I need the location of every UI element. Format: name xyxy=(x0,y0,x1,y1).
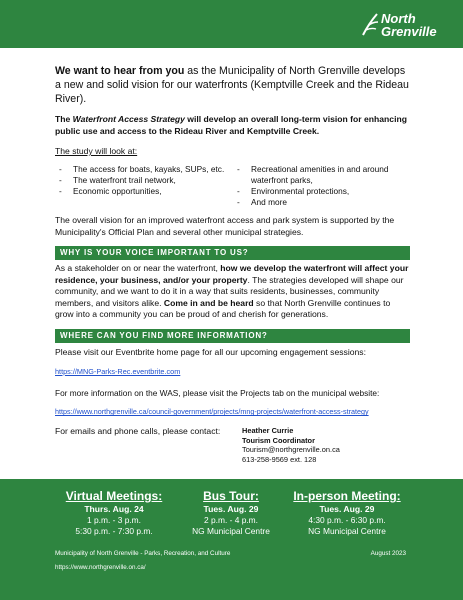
contact-phone: 613-258-9569 ext. 128 xyxy=(242,454,317,464)
eventbrite-link[interactable]: https://MNG-Parks-Rec.eventbrite.com xyxy=(55,367,181,376)
strategy-name: Waterfront Access Strategy xyxy=(72,114,185,124)
list-item: - Economic opportunities, xyxy=(55,186,233,197)
contact-name: Heather Currie xyxy=(242,426,294,435)
voice-text-2: . The strategies developed will shape our community, and we want to do it in a way that suits residents, businesses, community members, and visitors alike. xyxy=(55,274,404,308)
event-in-person-meeting xyxy=(288,489,406,537)
footer-organization: Municipality of North Grenville - Parks, Recreation, and Culture xyxy=(55,550,231,557)
strategy-prefix: The xyxy=(55,114,73,124)
projects-text: For more information on the WAS, please visit the Projects tab on the municipal website: xyxy=(55,388,380,398)
event-location: NG Municipal Centre xyxy=(308,526,386,536)
event-time: 5:30 p.m. - 7:30 p.m. xyxy=(75,526,153,536)
event-time: 4:30 p.m. - 6:30 p.m. xyxy=(308,515,386,525)
list-item: - The access for boats, kayaks, SUPs, etc. xyxy=(55,164,233,175)
study-list xyxy=(55,164,410,208)
tree-logo-icon xyxy=(359,11,381,37)
header-bar xyxy=(0,0,463,48)
strategy-text: will develop an overall long-term vision for enhancing public use and access to the Rideau River and Kemptville Creek. xyxy=(55,114,407,136)
event-location: NG Municipal Centre xyxy=(192,526,270,536)
contact-email[interactable]: Tourism@northgrenville.on.ca xyxy=(242,445,340,454)
event-date: Tues. Aug. 29 xyxy=(203,504,259,514)
voice-text-1: As a stakeholder on or near the waterfront, xyxy=(55,263,221,273)
voice-text-3: so that North Grenville continues to grow into a community you can be proud of and cherish for generations. xyxy=(55,297,391,319)
event-virtual-meetings xyxy=(58,489,170,537)
contact-text: For emails and phone calls, please contact: xyxy=(55,426,221,436)
logo-text-north: North xyxy=(381,11,416,26)
study-list-right xyxy=(233,164,403,208)
list-item: - And more xyxy=(233,197,403,208)
footer-website-link[interactable]: https://www.northgrenville.on.ca/ xyxy=(55,564,146,571)
voice-bold-2: Come in and be heard xyxy=(163,297,254,308)
event-bus-tour xyxy=(186,489,276,537)
voice-bold-1: how we develop the waterfront will affect your residence, your business, and/or your property xyxy=(55,263,409,285)
event-title: Virtual Meetings: xyxy=(65,489,163,503)
event-time: 1 p.m. - 3 p.m. xyxy=(87,515,141,525)
logo-text-grenville: Grenville xyxy=(381,24,437,39)
list-item: - Recreational amenities in and around waterfront parks, xyxy=(233,164,403,186)
event-title: In-person Meeting: xyxy=(293,489,401,503)
list-item: - The waterfront trail network, xyxy=(55,175,233,186)
contact-card xyxy=(242,426,340,464)
projects-link[interactable]: https://www.northgrenville.ca/council-government/projects/mng-projects/waterfront-access-strategy xyxy=(55,407,369,416)
north-grenville-logo xyxy=(359,9,449,41)
intro-bold: We want to hear from you xyxy=(55,65,185,77)
voice-heading: WHY IS YOUR VOICE IMPORTANT TO US? xyxy=(55,246,410,260)
info-heading: WHERE CAN YOU FIND MORE INFORMATION? xyxy=(55,329,410,343)
intro-text: as the Municipality of North Grenville develops a new and solid vision for our waterfronts (Kemptville Creek and the Rideau River). xyxy=(55,65,409,105)
voice-paragraph xyxy=(55,263,410,321)
footer-date: August 2023 xyxy=(370,550,406,557)
event-time: 2 p.m. - 4 p.m. xyxy=(204,515,258,525)
study-list-left xyxy=(55,164,233,208)
intro-paragraph xyxy=(55,64,410,106)
main-content xyxy=(55,64,410,464)
study-title: The study will look at: xyxy=(55,146,138,156)
list-item: - Environmental protections, xyxy=(233,186,403,197)
footer-bar xyxy=(0,479,463,600)
strategy-paragraph xyxy=(55,114,410,137)
contact-role: Tourism Coordinator xyxy=(242,435,315,445)
event-date: Tues. Aug. 29 xyxy=(319,504,375,514)
eventbrite-text: Please visit our Eventbrite home page for all our upcoming engagement sessions: xyxy=(55,346,366,357)
event-title: Bus Tour: xyxy=(203,489,259,503)
event-date: Thurs. Aug. 24 xyxy=(84,504,144,514)
overall-vision-text: The overall vision for an improved waterfront access and park system is supported by the Municipality's Official Plan and several other municipal strategies. xyxy=(55,215,395,237)
contact-section xyxy=(55,426,410,464)
